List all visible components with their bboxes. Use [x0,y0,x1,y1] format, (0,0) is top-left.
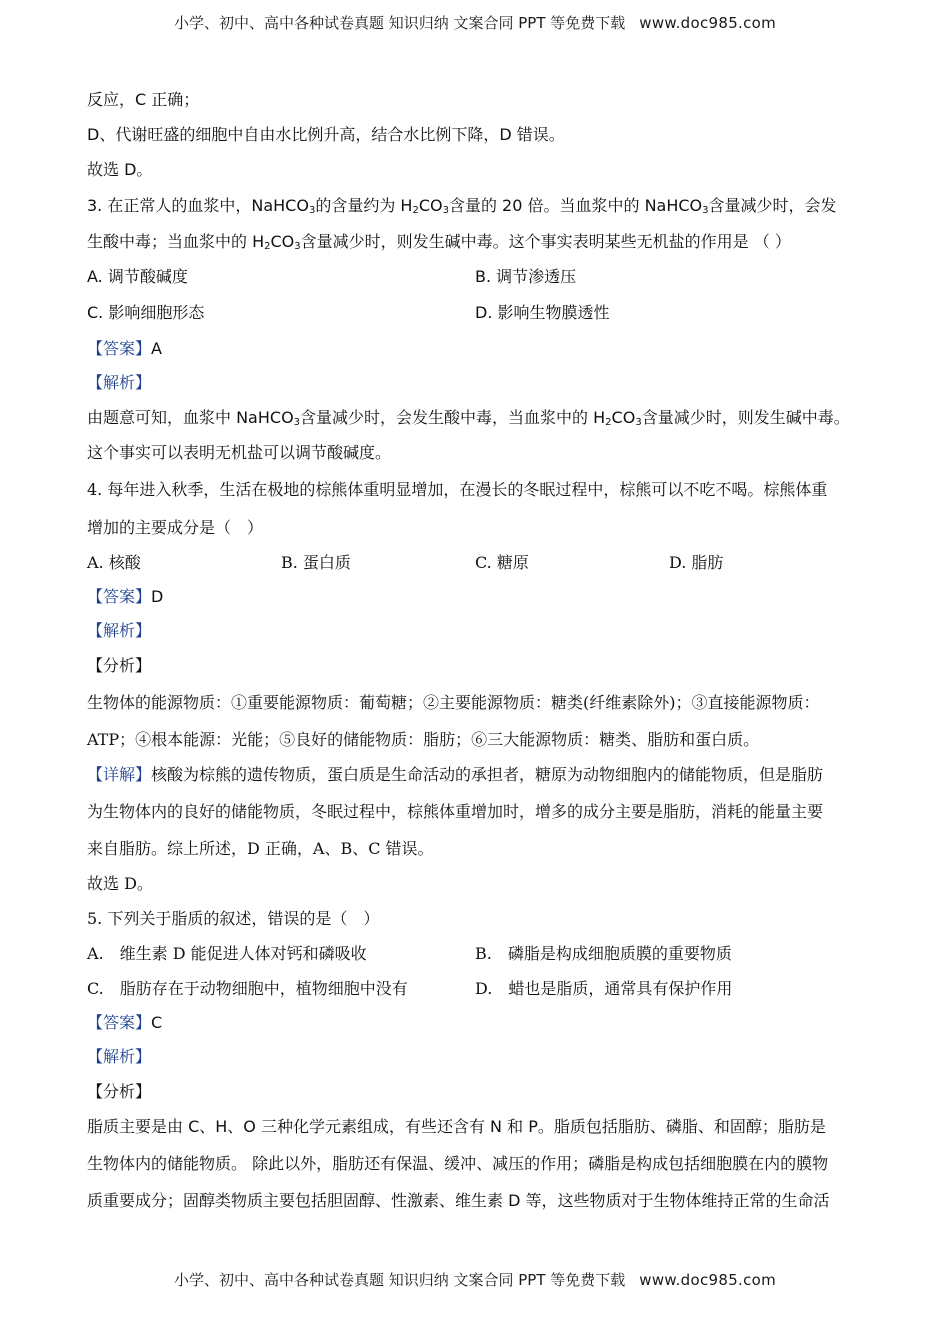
q5-answer: 【答案】C [87,1013,163,1032]
q3-answer: 【答案】A [87,339,162,358]
q4-fenxi-line-2: ATP；④根本能源：光能；⑤良好的储能物质：脂肪；⑥三大能源物质：糖类、脂肪和蛋白质。 [87,730,760,749]
q5-option-b: B. 磷脂是构成细胞质膜的重要物质 [475,944,732,963]
page-footer [0,1269,950,1290]
q3-analysis-tag: 【解析】 [87,373,152,392]
q4-option-d: D. 脂肪 [669,553,724,572]
q2-tail-line-1: 反应，C 正确； [87,90,200,109]
q4-analysis-tag: 【解析】 [87,621,152,640]
q5-option-a: A. 维生素 D 能促进人体对钙和磷吸收 [87,944,367,963]
header-site-link[interactable]: www.doc985.com [639,14,777,32]
q4-detail-line-3: 来自脂肪。综上所述，D 正确，A、B、C 错误。 [87,839,434,858]
footer-text: 小学、初中、高中各种试卷真题 知识归纳 文案合同 PPT 等免费下载 [173,1271,626,1289]
q4-option-c: C. 糖原 [475,553,529,572]
q5-fenxi-line-3: 质重要成分；固醇类物质主要包括胆固醇、性激素、维生素 D 等，这些物质对于生物体维持正常的生命活 [87,1191,830,1210]
q4-detail-line-1: 【详解】核酸为棕熊的遗传物质，蛋白质是生命活动的承担者，糖原为动物细胞内的储能物质，但是脂肪 [87,765,824,784]
q5-fenxi-line-1: 脂质主要是由 C、H、O 三种化学元素组成，有些还含有 N 和 P。脂质包括脂肪、磷脂、和固醇；脂肪是 [87,1117,826,1136]
q2-tail-conclusion: 故选 D。 [87,160,153,179]
q3-explanation-line-1: 由题意可知，血浆中 NaHCO$_3$含量减少时，会发生酸中毒，当血浆中的 $H_2CO_3$含量减少时，则发生碱中毒。 [87,408,850,428]
q4-stem-line-2: 增加的主要成分是（ ） [87,518,264,537]
q5-option-c: C. 脂肪存在于动物细胞中，植物细胞中没有 [87,979,408,998]
q5-fenxi-line-2: 生物体内的储能物质。 除此以外，脂肪还有保温、缓冲、减压的作用；磷脂是构成包括细胞膜在内的膜物 [87,1154,829,1173]
q4-option-a: A. 核酸 [87,553,141,572]
footer-site-link[interactable]: www.doc985.com [639,1271,777,1289]
q4-stem-line-1: 4. 每年进入秋季，生活在极地的棕熊体重明显增加，在漫长的冬眠过程中，棕熊可以不吃不喝。棕熊体重 [87,480,828,499]
q5-stem: 5. 下列关于脂质的叙述，错误的是（ ） [87,909,380,928]
q3-option-d: D. 影响生物膜透性 [475,303,610,322]
q4-fenxi-line-1: 生物体的能源物质：①重要能源物质：葡萄糖；②主要能源物质：糖类(纤维素除外)；③直接能源物质： [87,693,820,712]
q4-fenxi-tag: 【分析】 [87,656,152,675]
q4-answer: 【答案】D [87,587,164,606]
q4-detail-line-2: 为生物体内的良好的储能物质，冬眠过程中，棕熊体重增加时，增多的成分主要是脂肪，消耗的能量主要 [87,802,824,821]
q5-analysis-tag: 【解析】 [87,1047,152,1066]
q5-fenxi-tag: 【分析】 [87,1082,152,1101]
q3-stem-line-2: 生酸中毒；当血浆中的 $H_2CO_3$含量减少时，则发生碱中毒。这个事实表明某些无机盐的作用是 （ ） [87,232,791,252]
q3-stem-line-1: 3. 在正常人的血浆中，NaHCO$_3$的含量约为 $H_2CO_3$含量的 20 倍。当血浆中的 NaHCO$_3$含量减少时，会发 [87,196,837,216]
q4-option-b: B. 蛋白质 [281,553,351,572]
q3-explanation-line-2: 这个事实可以表明无机盐可以调节酸碱度。 [87,443,392,462]
q3-option-c: C. 影响细胞形态 [87,303,205,322]
q3-option-b: B. 调节渗透压 [475,267,577,286]
header-text: 小学、初中、高中各种试卷真题 知识归纳 文案合同 PPT 等免费下载 [173,14,626,32]
q3-option-a: A. 调节酸碱度 [87,267,188,286]
q5-option-d: D. 蜡也是脂质，通常具有保护作用 [475,979,733,998]
q2-tail-line-2: D、代谢旺盛的细胞中自由水比例升高，结合水比例下降，D 错误。 [87,125,565,144]
page-header [0,12,950,33]
q4-conclusion: 故选 D。 [87,874,153,893]
